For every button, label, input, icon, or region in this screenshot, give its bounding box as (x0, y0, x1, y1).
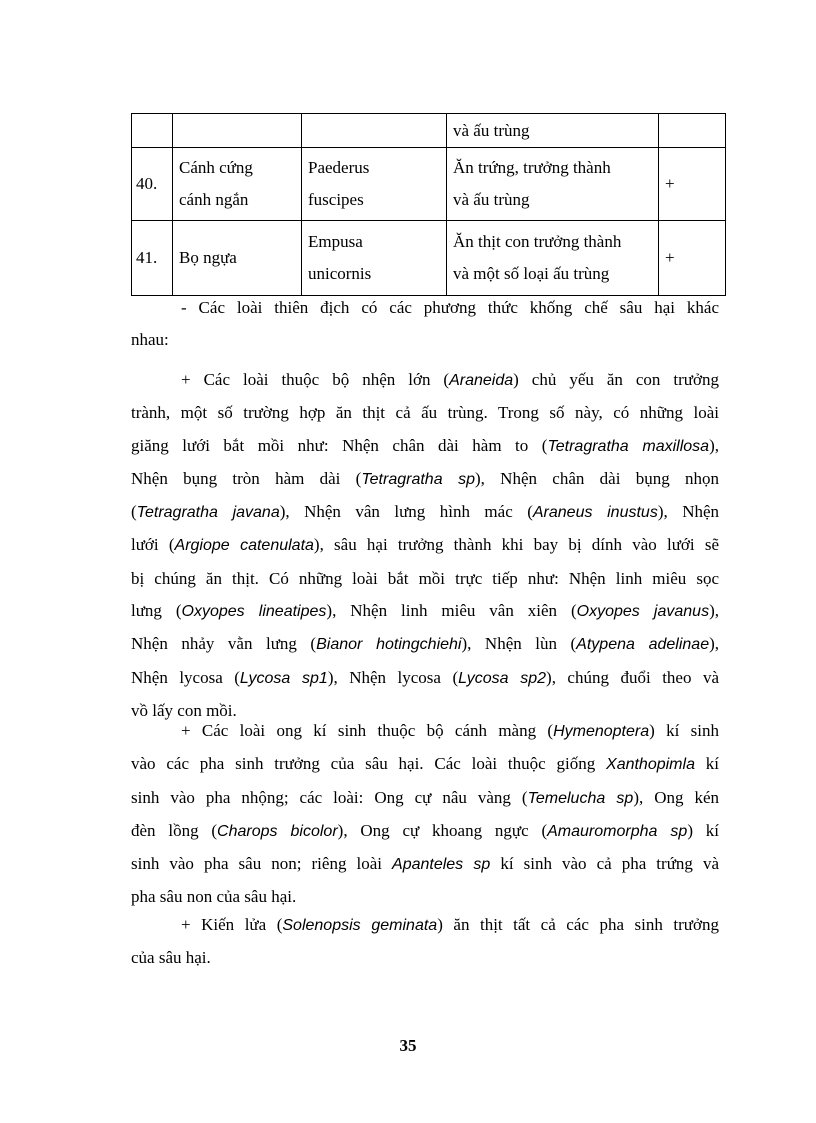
species-name (302, 148, 447, 221)
latin-name: Hymenoptera (553, 723, 650, 740)
row-number (132, 114, 173, 148)
group-line: Bọ ngựa (179, 248, 237, 267)
table-row (132, 221, 726, 296)
group-line: cánh ngắn (179, 190, 249, 209)
diet-line: và ấu trùng (453, 120, 530, 140)
text-line: Nhện bụng tròn hàm dài (Tetragratha sp), Nhện chân dài bụng nhọn (131, 468, 719, 488)
text-line: vào các pha sinh trưởng của sâu hại. Các loài thuộc giống Xanthopimla kí (131, 754, 719, 774)
text-line: lưng (Oxyopes lineatipes), Nhện linh miêu vân xiên (Oxyopes javanus), (131, 601, 719, 621)
species-line: fuscipes (308, 190, 364, 209)
text-line: Nhện lycosa (Lycosa sp1), Nhện lycosa (Lycosa sp2), chúng đuổi theo và (131, 667, 720, 687)
row-number: 41. (132, 221, 173, 296)
latin-name: Bianor hotingchiehi (316, 636, 462, 654)
page-number: 35 (399, 1036, 417, 1055)
diet-description (447, 148, 659, 221)
latin-name: Oxyopes lineatipes (181, 603, 327, 621)
text-line: - Các loài thiên địch có các phương thức khống chế sâu hại khác (181, 298, 719, 317)
text-line: lưới (Argiope catenulata), sâu hại trưởng thành khi bay bị dính vào lưới sẽ (131, 535, 719, 555)
species-name (302, 221, 447, 296)
text-line: trành, một số trường hợp ăn thịt cả ấu trùng. Trong số này, có những loài (131, 403, 719, 423)
latin-name: Tetragratha javana (136, 504, 280, 522)
text-line: + Kiến lửa (Solenopsis geminata) ăn thịt tất cả các pha sinh trưởng (181, 915, 719, 934)
text-line: sinh vào pha nhộng; các loài: Ong cự nâu vàng (Temelucha sp), Ong kén (131, 787, 719, 807)
diet-line: Ăn trứng, trưởng thành (453, 158, 611, 177)
group-name (173, 148, 302, 221)
presence-mark: + (659, 221, 726, 296)
text-line: của sâu hại. (131, 948, 211, 968)
text-line: sinh vào pha sâu non; riêng loài Apanteles sp kí sinh vào cả pha trứng và (131, 854, 719, 874)
latin-name: Araneida (449, 372, 514, 389)
presence-mark (659, 114, 726, 148)
latin-name: Solenopsis geminata (282, 917, 438, 934)
latin-name: Lycosa sp1 (239, 669, 328, 687)
diet-description (447, 221, 659, 296)
diet-description (447, 114, 659, 148)
text-line: Nhện nhảy vằn lưng (Bianor hotingchiehi), Nhện lùn (Atypena adelinae), (131, 634, 720, 654)
diet-line: Ăn thịt con trưởng thành (453, 232, 622, 251)
paragraph-spiders (131, 364, 719, 727)
species-name (302, 114, 447, 148)
latin-name: Araneus inustus (532, 504, 658, 522)
latin-name: Oxyopes javanus (576, 603, 710, 621)
latin-name: Amauromorpha sp (547, 822, 688, 840)
latin-name: Tetragratha sp (361, 470, 475, 488)
text-line: bị chúng ăn thịt. Có những loài bắt mồi trực tiếp như: Nhện linh miêu sọc (131, 568, 719, 588)
paragraph-wasps (131, 715, 719, 914)
text-line: (Tetragratha javana), Nhện vân lưng hình mác (Araneus inustus), Nhện (131, 502, 720, 522)
paragraph-fire-ants (131, 909, 719, 975)
presence-mark: + (659, 148, 726, 221)
row-number: 40. (132, 148, 173, 221)
species-line: unicornis (308, 264, 372, 283)
group-name (173, 114, 302, 148)
text-line: pha sâu non của sâu hại. (131, 887, 297, 907)
diet-line: và ấu trùng (453, 190, 530, 209)
latin-name: Charops bicolor (217, 822, 338, 840)
latin-name: Lycosa sp2 (458, 669, 547, 687)
latin-name: Argiope catenulata (174, 537, 314, 555)
text-line: đèn lồng (Charops bicolor), Ong cự khoang ngực (Amauromorpha sp) kí (131, 820, 720, 840)
latin-name: Tetragratha maxillosa (547, 437, 710, 455)
species-line: Paederus (308, 158, 370, 177)
text-line: + Các loài ong kí sinh thuộc bộ cánh màng (Hymenoptera) kí sinh (181, 721, 719, 740)
latin-name: Temelucha sp (527, 789, 634, 807)
latin-name: Xanthopimla (606, 756, 695, 774)
text-line: nhau: (131, 330, 169, 350)
text-line: + Các loài thuộc bộ nhện lớn (Araneida) chủ yếu ăn con trưởng (181, 370, 719, 389)
paragraph-control-methods (131, 292, 719, 357)
group-name (173, 221, 302, 296)
latin-name: Apanteles sp (392, 856, 491, 874)
species-line: Empusa (308, 232, 363, 251)
text-line: vồ lấy con mồi. (131, 700, 237, 720)
diet-line: và một số loại ấu trùng (453, 264, 610, 283)
latin-name: Atypena adelinae (576, 636, 710, 654)
group-line: Cánh cứng (179, 158, 253, 177)
table-row (132, 114, 726, 148)
species-table (131, 113, 726, 296)
table-row (132, 148, 726, 221)
text-line: giăng lưới bắt mồi như: Nhện chân dài hàm to (Tetragratha maxillosa), (131, 435, 720, 455)
